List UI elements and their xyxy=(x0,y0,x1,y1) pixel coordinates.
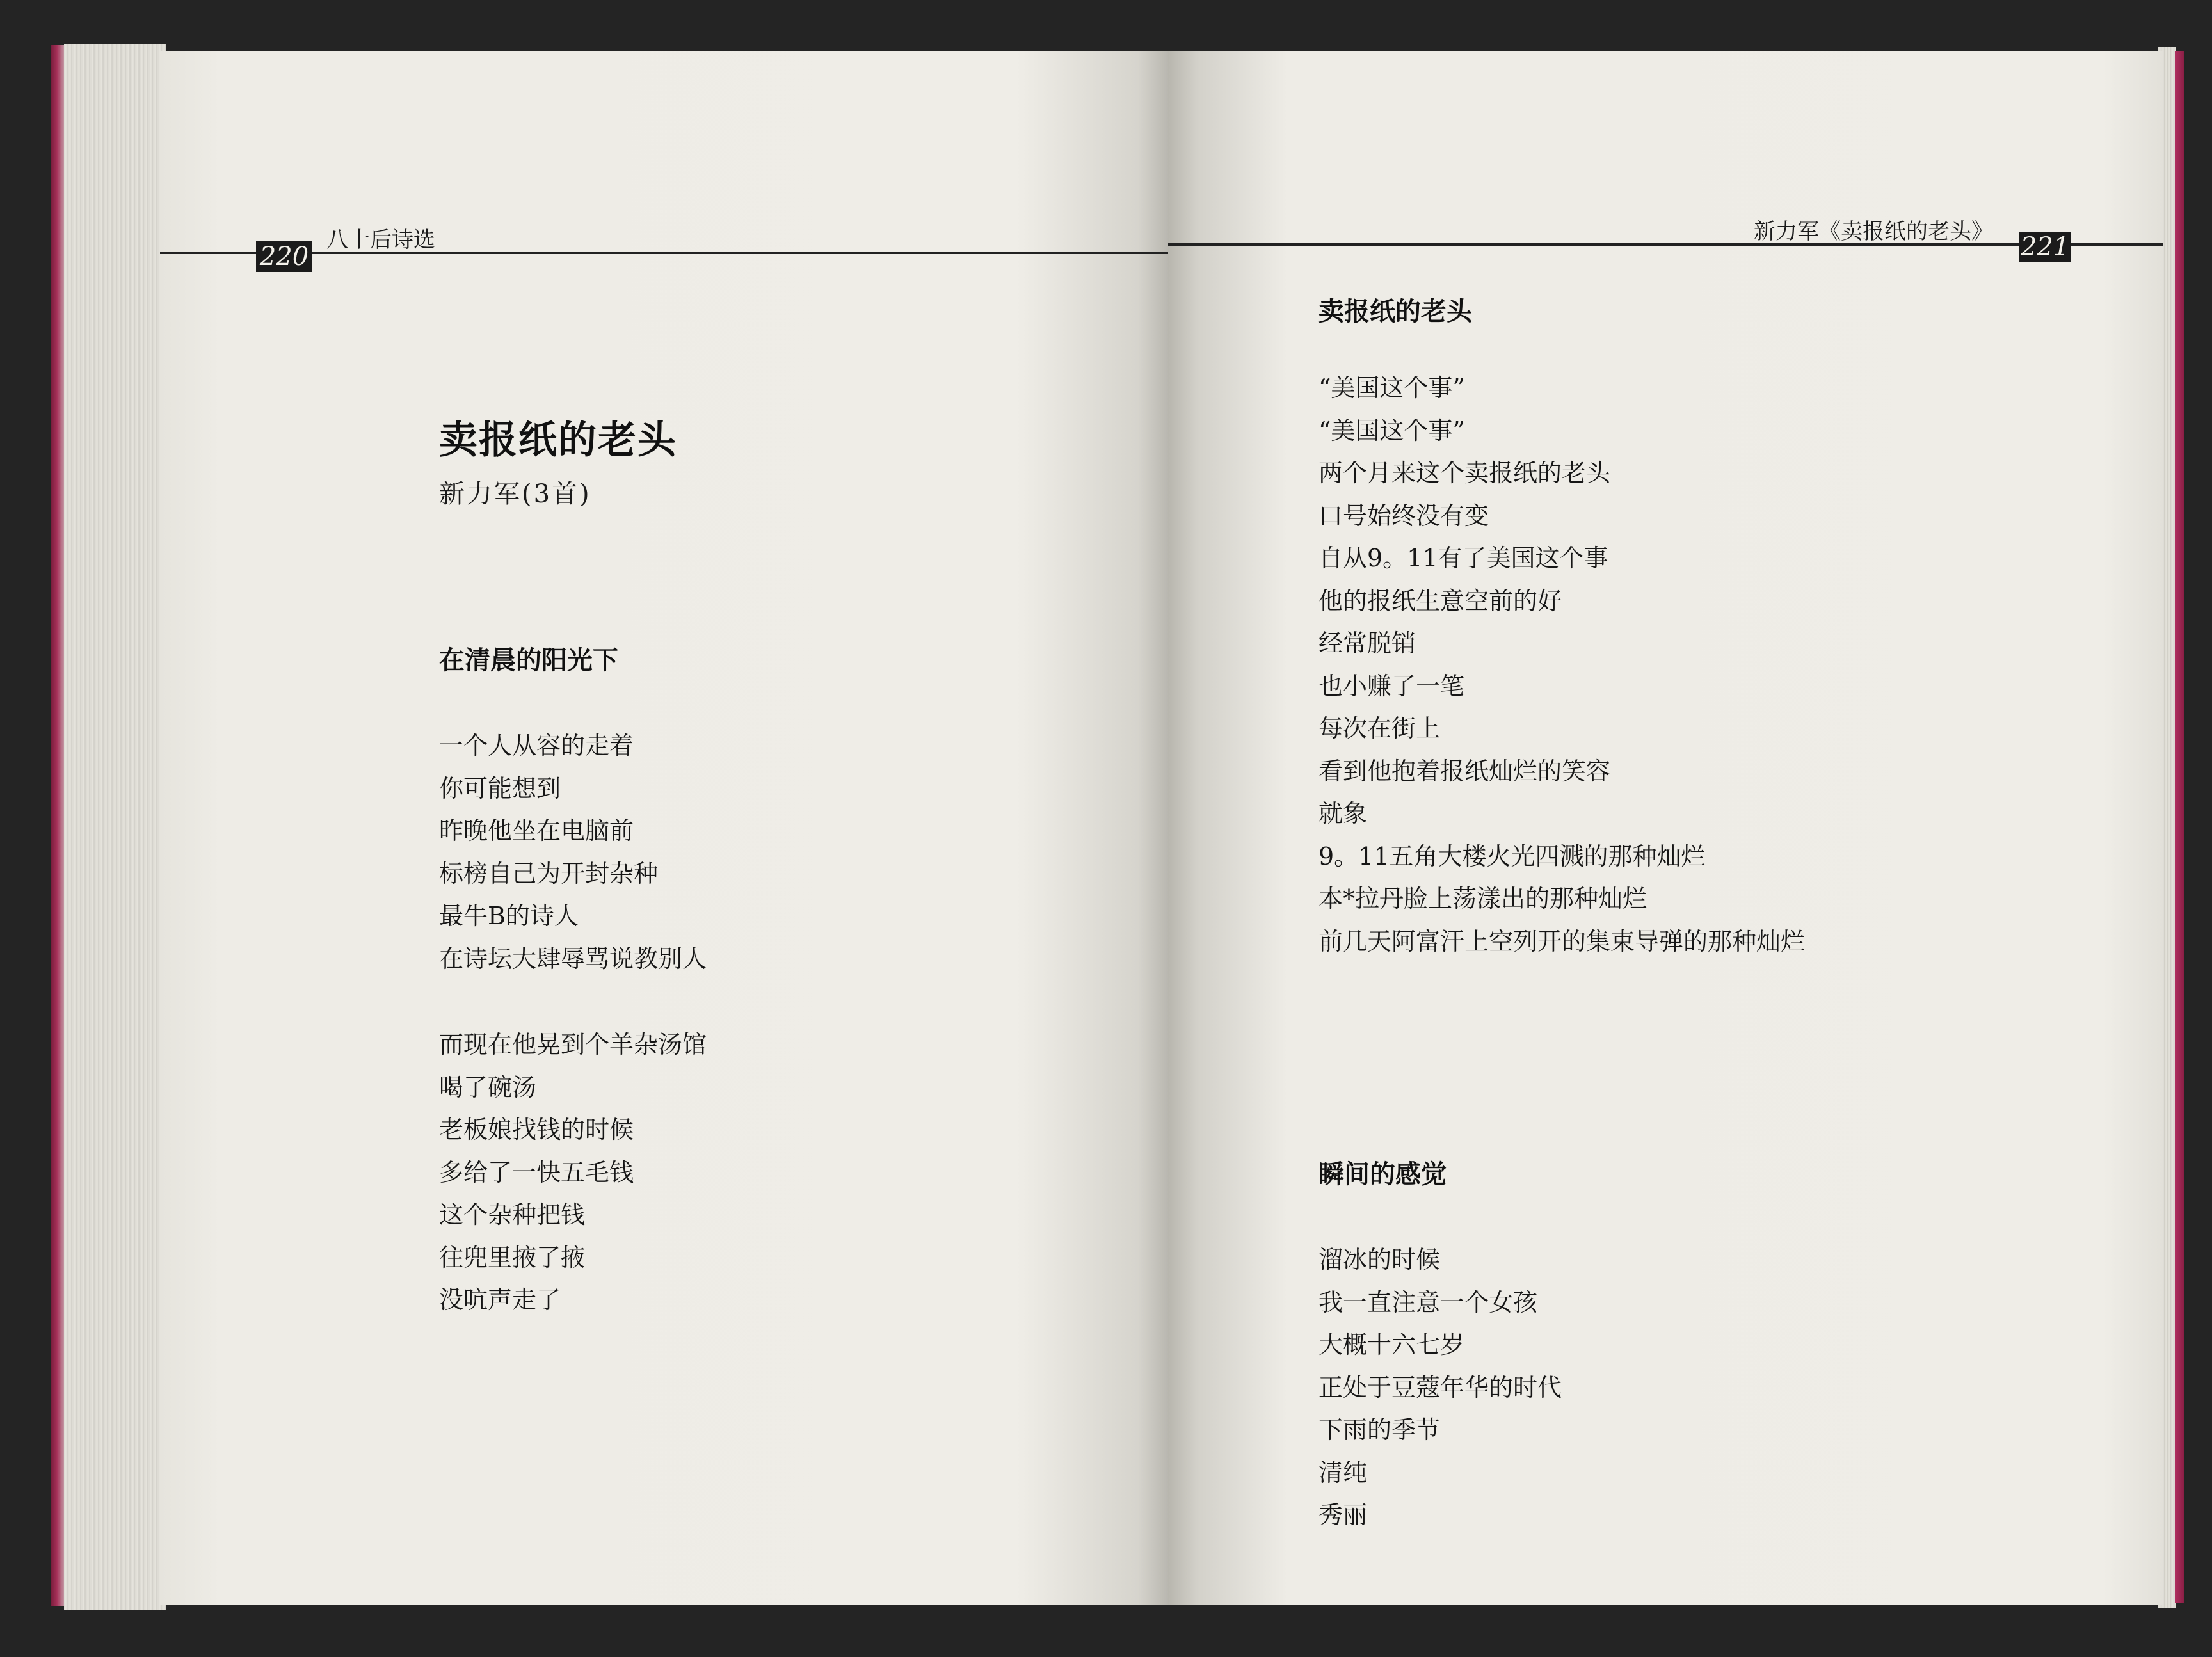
author-line: 新力军(3首) xyxy=(439,479,591,509)
poem-line: 经常脱销 xyxy=(1318,629,1416,657)
poem-line: 没吭声走了 xyxy=(439,1286,561,1314)
poem-line: 每次在街上 xyxy=(1318,714,1441,742)
show-through-left xyxy=(813,320,959,447)
poem-line: 他的报纸生意空前的好 xyxy=(1318,586,1562,615)
poem-line: 看到他抱着报纸灿烂的笑容 xyxy=(1318,756,1611,785)
poem-body-right-2 xyxy=(1318,1238,1562,1537)
left-page-stack xyxy=(64,44,166,1610)
header-rule-right xyxy=(1168,243,2163,246)
running-head-right: 新力军《卖报纸的老头》 xyxy=(1754,219,1993,244)
poem-title-right-1: 卖报纸的老头 xyxy=(1318,297,1472,326)
poem-title-right-2: 瞬间的感觉 xyxy=(1318,1160,1447,1189)
page-number-left: 220 xyxy=(256,241,312,272)
poem-line: 往兜里掖了掖 xyxy=(439,1243,586,1272)
poem-line: 大概十六七岁 xyxy=(1318,1331,1465,1359)
poem-line: 一个人从容的走着 xyxy=(439,732,634,760)
poem-line: 前几天阿富汗上空列开的集束导弹的那种灿烂 xyxy=(1318,927,1806,956)
poem-title-left: 在清晨的阳光下 xyxy=(439,646,618,675)
right-page-stack-edge xyxy=(2175,51,2184,1603)
poem-line: 本*拉丹脸上荡漾出的那种灿烂 xyxy=(1318,885,1647,913)
poem-line: 老板娘找钱的时候 xyxy=(439,1116,634,1144)
poem-line: 而现在他晃到个羊杂汤馆 xyxy=(439,1030,707,1059)
right-page xyxy=(1168,51,2163,1605)
poem-line: 昨晚他坐在电脑前 xyxy=(439,817,634,845)
poem-line: 你可能想到 xyxy=(439,774,561,803)
poem-body-left xyxy=(439,724,707,1322)
poem-line: 下雨的季节 xyxy=(1318,1416,1441,1444)
poem-line: 口号始终没有变 xyxy=(1318,501,1489,530)
poem-line: 两个月来这个卖报纸的老头 xyxy=(1318,459,1611,487)
poem-line: 秀丽 xyxy=(1318,1501,1368,1529)
poem-line: 9。11五角大楼火光四溅的那种灿烂 xyxy=(1318,842,1706,870)
poem-line: 我一直注意一个女孩 xyxy=(1318,1288,1538,1317)
poem-line: 多给了一快五毛钱 xyxy=(439,1158,634,1187)
poem-line: 标榜自己为开封杂种 xyxy=(439,859,659,888)
poem-line: 这个杂种把钱 xyxy=(439,1201,586,1229)
poem-line: 也小赚了一笔 xyxy=(1318,671,1465,700)
left-page xyxy=(160,51,1168,1605)
poem-line: 最牛B的诗人 xyxy=(439,902,579,930)
poem-body-right-1 xyxy=(1318,367,1805,963)
page-number-right: 221 xyxy=(2020,232,2070,262)
poem-line: 溜冰的时候 xyxy=(1318,1245,1441,1274)
poem-line: 清纯 xyxy=(1318,1458,1368,1487)
section-title: 卖报纸的老头 xyxy=(439,418,677,463)
poem-line: 喝了碗汤 xyxy=(439,1073,537,1101)
running-head-left: 八十后诗选 xyxy=(326,227,435,253)
poem-line: “美国这个事” xyxy=(1318,416,1465,445)
poem-line: 就象 xyxy=(1318,799,1368,828)
poem-line: 在诗坛大肆辱骂说教别人 xyxy=(439,944,707,973)
poem-line: 自从9。11有了美国这个事 xyxy=(1318,544,1608,572)
left-page-stack-edge xyxy=(51,45,65,1606)
poem-line: 正处于豆蔻年华的时代 xyxy=(1318,1373,1562,1402)
poem-line: “美国这个事” xyxy=(1318,374,1465,402)
